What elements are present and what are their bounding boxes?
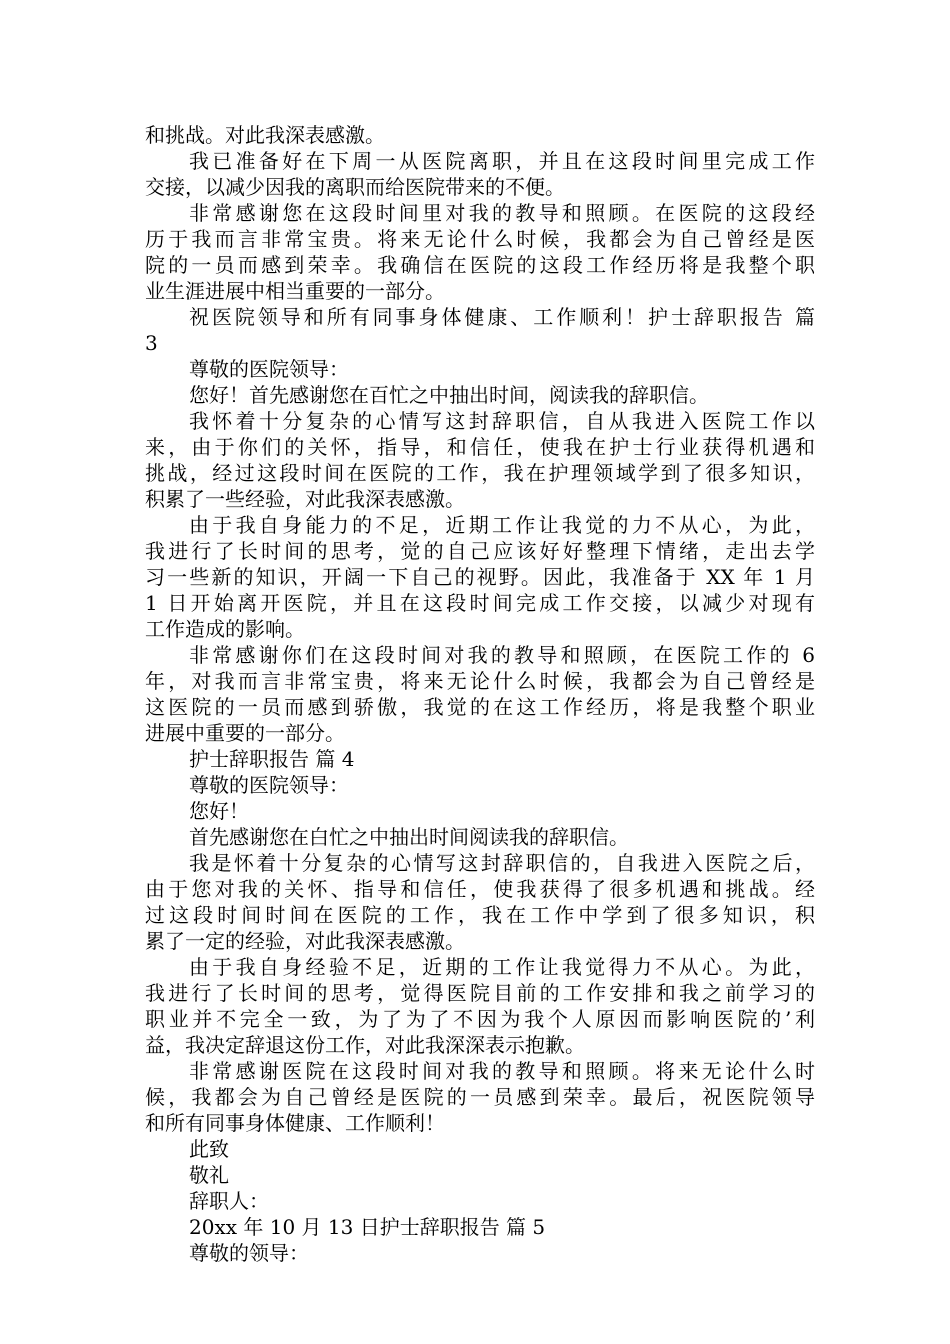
text-line: 历于我而言非常宝贵。将来无论什么时候，我都会为自己曾经是医	[145, 227, 815, 251]
text-line: 首先感谢您在白忙之中抽出时间阅读我的辞职信。	[189, 825, 629, 849]
text-line: 非常感谢你们在这段时间对我的教导和照顾，在医院工作的 6	[189, 643, 815, 667]
text-line: 交接，以减少因我的离职而给医院带来的不便。	[145, 175, 565, 199]
text-line: 来，由于你们的关怀，指导，和信任，使我在护士行业获得机遇和	[145, 435, 815, 459]
text-line: 非常感谢医院在这段时间对我的教导和照顾。将来无论什么时	[189, 1059, 815, 1083]
text-line: 工作造成的影响。	[145, 617, 305, 641]
text-line: 祝医院领导和所有同事身体健康、工作顺利！护士辞职报告 篇	[189, 305, 815, 329]
text-line: 我进行了长时间的思考，觉的自己应该好好整理下情绪，走出去学	[145, 539, 815, 563]
text-line: 我进行了长时间的思考，觉得医院目前的工作安排和我之前学习的	[145, 981, 815, 1005]
document-body	[145, 122, 815, 1266]
text-line: 您好！首先感谢您在百忙之中抽出时间，阅读我的辞职信。	[189, 383, 709, 407]
text-line: 尊敬的医院领导：	[189, 773, 349, 797]
text-line: 院的一员而感到荣幸。我确信在医院的这段工作经历将是我整个职	[145, 253, 815, 277]
text-line: 这医院的一员而感到骄傲，我觉的在这工作经历，将是我整个职业	[145, 695, 815, 719]
text-line: 尊敬的领导：	[189, 1241, 309, 1265]
text-line: 和挑战。对此我深表感激。	[145, 123, 385, 147]
text-line: 和所有同事身体健康、工作顺利！	[145, 1111, 445, 1135]
text-line: 过这段时间时间在医院的工作，我在工作中学到了很多知识，积	[145, 903, 815, 927]
text-line: 您好！	[189, 799, 249, 823]
text-line: 敬礼	[189, 1163, 229, 1187]
text-line: 职业并不完全一致，为了为了不因为我个人原因而影响医院的’利	[145, 1007, 815, 1031]
text-line: 进展中重要的一部分。	[145, 721, 345, 745]
text-line: 此致	[189, 1137, 229, 1161]
text-line: 累了一定的经验，对此我深表感激。	[145, 929, 465, 953]
text-line: 辞职人：	[189, 1189, 269, 1213]
text-line: 业生涯进展中相当重要的一部分。	[145, 279, 445, 303]
text-line: 非常感谢您在这段时间里对我的教导和照顾。在医院的这段经	[189, 201, 815, 225]
text-line: 尊敬的医院领导：	[189, 357, 349, 381]
text-line: 3	[145, 331, 158, 355]
text-line: 20xx 年 10 月 13 日护士辞职报告 篇 5	[189, 1215, 546, 1239]
text-line: 候，我都会为自己曾经是医院的一员感到荣幸。最后，祝医院领导	[145, 1085, 815, 1109]
text-line: 由于我自身经验不足，近期的工作让我觉得力不从心。为此，	[189, 955, 815, 979]
text-line: 年，对我而言非常宝贵，将来无论什么时候，我都会为自己曾经是	[145, 669, 815, 693]
text-line: 由于您对我的关怀、指导和信任，使我获得了很多机遇和挑战。经	[145, 877, 815, 901]
text-line: 我是怀着十分复杂的心情写这封辞职信的，自我进入医院之后，	[189, 851, 815, 875]
text-line: 我怀着十分复杂的心情写这封辞职信，自从我进入医院工作以	[189, 409, 815, 433]
text-line: 挑战，经过这段时间在医院的工作，我在护理领域学到了很多知识，	[145, 461, 815, 485]
text-line: 习一些新的知识，开阔一下自己的视野。因此，我准备于 XX 年 1 月	[145, 565, 815, 589]
text-line: 护士辞职报告 篇 4	[189, 747, 355, 771]
text-line: 由于我自身能力的不足，近期工作让我觉的力不从心，为此，	[189, 513, 815, 537]
text-line: 1 日开始离开医院，并且在这段时间完成工作交接，以减少对现有	[145, 591, 815, 615]
text-line: 益，我决定辞退这份工作，对此我深深表示抱歉。	[145, 1033, 585, 1057]
text-line: 我已准备好在下周一从医院离职，并且在这段时间里完成工作	[189, 149, 815, 173]
text-line: 积累了一些经验，对此我深表感激。	[145, 487, 465, 511]
